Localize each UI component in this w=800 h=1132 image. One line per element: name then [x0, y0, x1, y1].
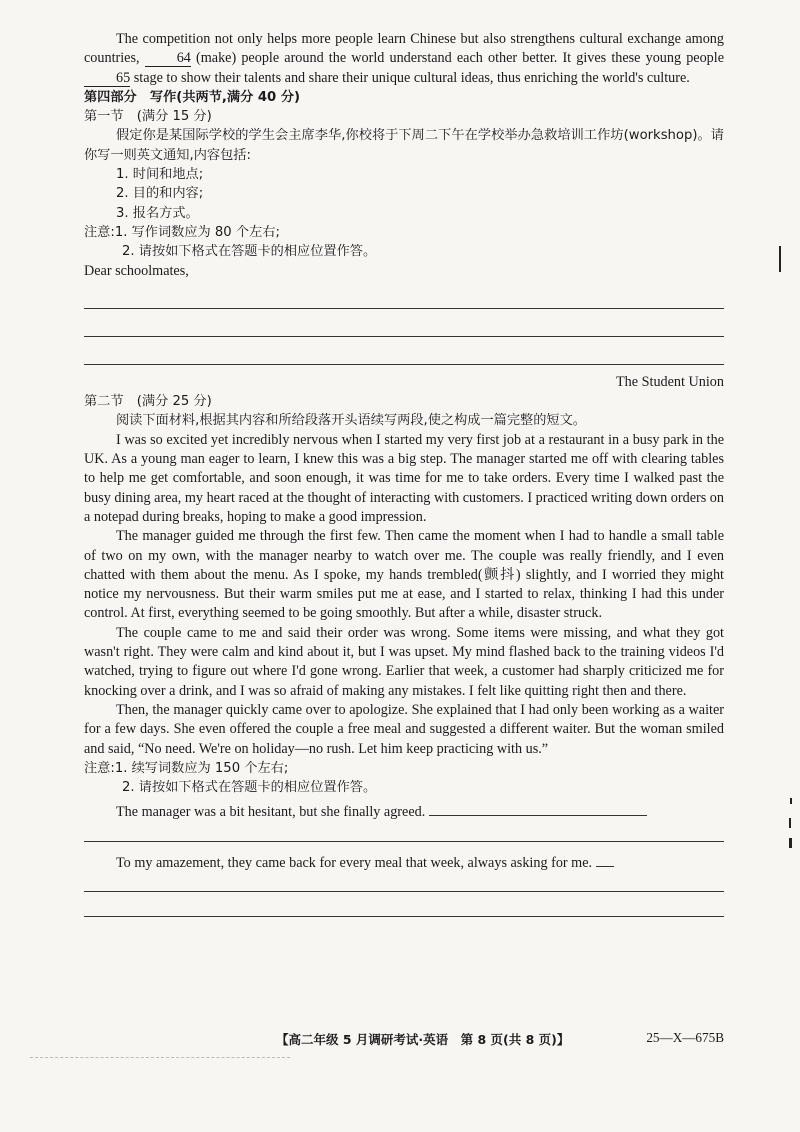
prompt-item: 1. 时间和地点; [116, 167, 204, 183]
scan-mark [790, 798, 792, 804]
section2-note: 注意:1. 续写词数应为 150 个左右; [84, 760, 289, 776]
writing-line[interactable] [84, 337, 724, 365]
signature: The Student Union [616, 373, 724, 390]
paper-code: 25—X—675B [646, 1030, 724, 1045]
continuation-start-1: The manager was a bit hesitant, but she finally agreed. [84, 803, 724, 822]
scan-mark [779, 246, 781, 272]
section1-prompt: 假定你是某国际学校的学生会主席李华,你校将于下周二下午在学校举办急救培训工作坊(workshop)。请你写一则英文通知,内容包括: [84, 128, 724, 163]
story-paragraph: The couple came to me and said their order was wrong. Some items were missing, and what they got wasn't right. They were calm and kind about it, but I was upset. My mind flashed back to the training videos I'd watched, trying to figure out where I'd gone wrong. Earlier that week, a customer had sharply criticized me for knocking over a drink, and I was so afraid of making any mistakes. I felt like quitting right then and there. [84, 624, 724, 699]
writing-line[interactable] [84, 281, 724, 309]
writing-line[interactable] [84, 873, 724, 892]
prompt-item: 2. 目的和内容; [116, 186, 204, 202]
scan-artifact-line [30, 1057, 290, 1058]
greeting: Dear schoolmates, [84, 262, 189, 279]
part4-heading: 第四部分 写作(共两节,满分 40 分) [84, 89, 301, 105]
blank-65[interactable]: 65 [84, 70, 130, 87]
prompt-item: 3. 报名方式。 [116, 205, 199, 221]
writing-line[interactable] [84, 892, 724, 917]
writing-line[interactable] [429, 803, 647, 816]
page-footer [84, 1030, 724, 1048]
cloze-paragraph: The competition not only helps more people learn Chinese but also strengthens cultural exchange among countries, 64 (make) people around the world understand each other better. It gives these young people 65 stage to show their talents and share their unique cultural ideas, thus enriching the world's culture. [84, 31, 725, 86]
section1-heading: 第一节 (满分 15 分) [84, 109, 212, 125]
section1-note: 注意:1. 写作词数应为 80 个左右; [84, 224, 280, 240]
story-paragraph: I was so excited yet incredibly nervous when I started my very first job at a restaurant in a busy park in the UK. As a young man eager to learn, I knew this was a big step. The manager started me off with clearing tables to help me get comfortable, and soon enough, it was time for me to take orders. Every time I walked past the busy dining area, my heart raced at the thought of interacting with customers. I practiced writing down orders on a notepad during breaks, hoping to make a good impression. [84, 431, 724, 525]
scan-mark [789, 838, 792, 848]
scan-mark [789, 818, 791, 828]
section2-heading: 第二节 (满分 25 分) [84, 394, 212, 410]
story-paragraph: The manager guided me through the first few. Then came the moment when I had to handle a small table of two on my own, with the manager nearby to watch over me. The couple was really friendly, and I even chatted with them about the menu. As I spoke, my hands trembled(颤抖) slightly, and I worried they might notice my nervousness. But their warm smiles put me at ease, and I started to relax, thinking I had this under control. At first, everything seemed to be going smoothly. But after a while, disaster struck. [84, 528, 724, 622]
section2-note: 2. 请按如下格式在答题卡的相应位置作答。 [122, 780, 377, 796]
exam-page [84, 30, 724, 917]
continuation-start-2: To my amazement, they came back for every meal that week, always asking for me. [84, 854, 724, 873]
section1-note: 2. 请按如下格式在答题卡的相应位置作答。 [122, 244, 377, 260]
section2-prompt: 阅读下面材料,根据其内容和所给段落开头语续写两段,使之构成一篇完整的短文。 [116, 413, 586, 429]
writing-line[interactable] [84, 309, 724, 337]
writing-line[interactable] [596, 854, 614, 867]
writing-line[interactable] [84, 823, 724, 842]
story-paragraph: Then, the manager quickly came over to apologize. She explained that I had only been working as a waiter for a few days. She even offered the couple a free meal and suggested a different waiter. But the woman smiled and said, “No need. We're on holiday—no rush. Let him keep practicing with us.” [84, 701, 724, 757]
blank-64[interactable]: 64 [145, 50, 191, 67]
footer-title: 【高二年级 5 月调研考试·英语 第 8 页(共 8 页)】 [276, 1032, 570, 1047]
